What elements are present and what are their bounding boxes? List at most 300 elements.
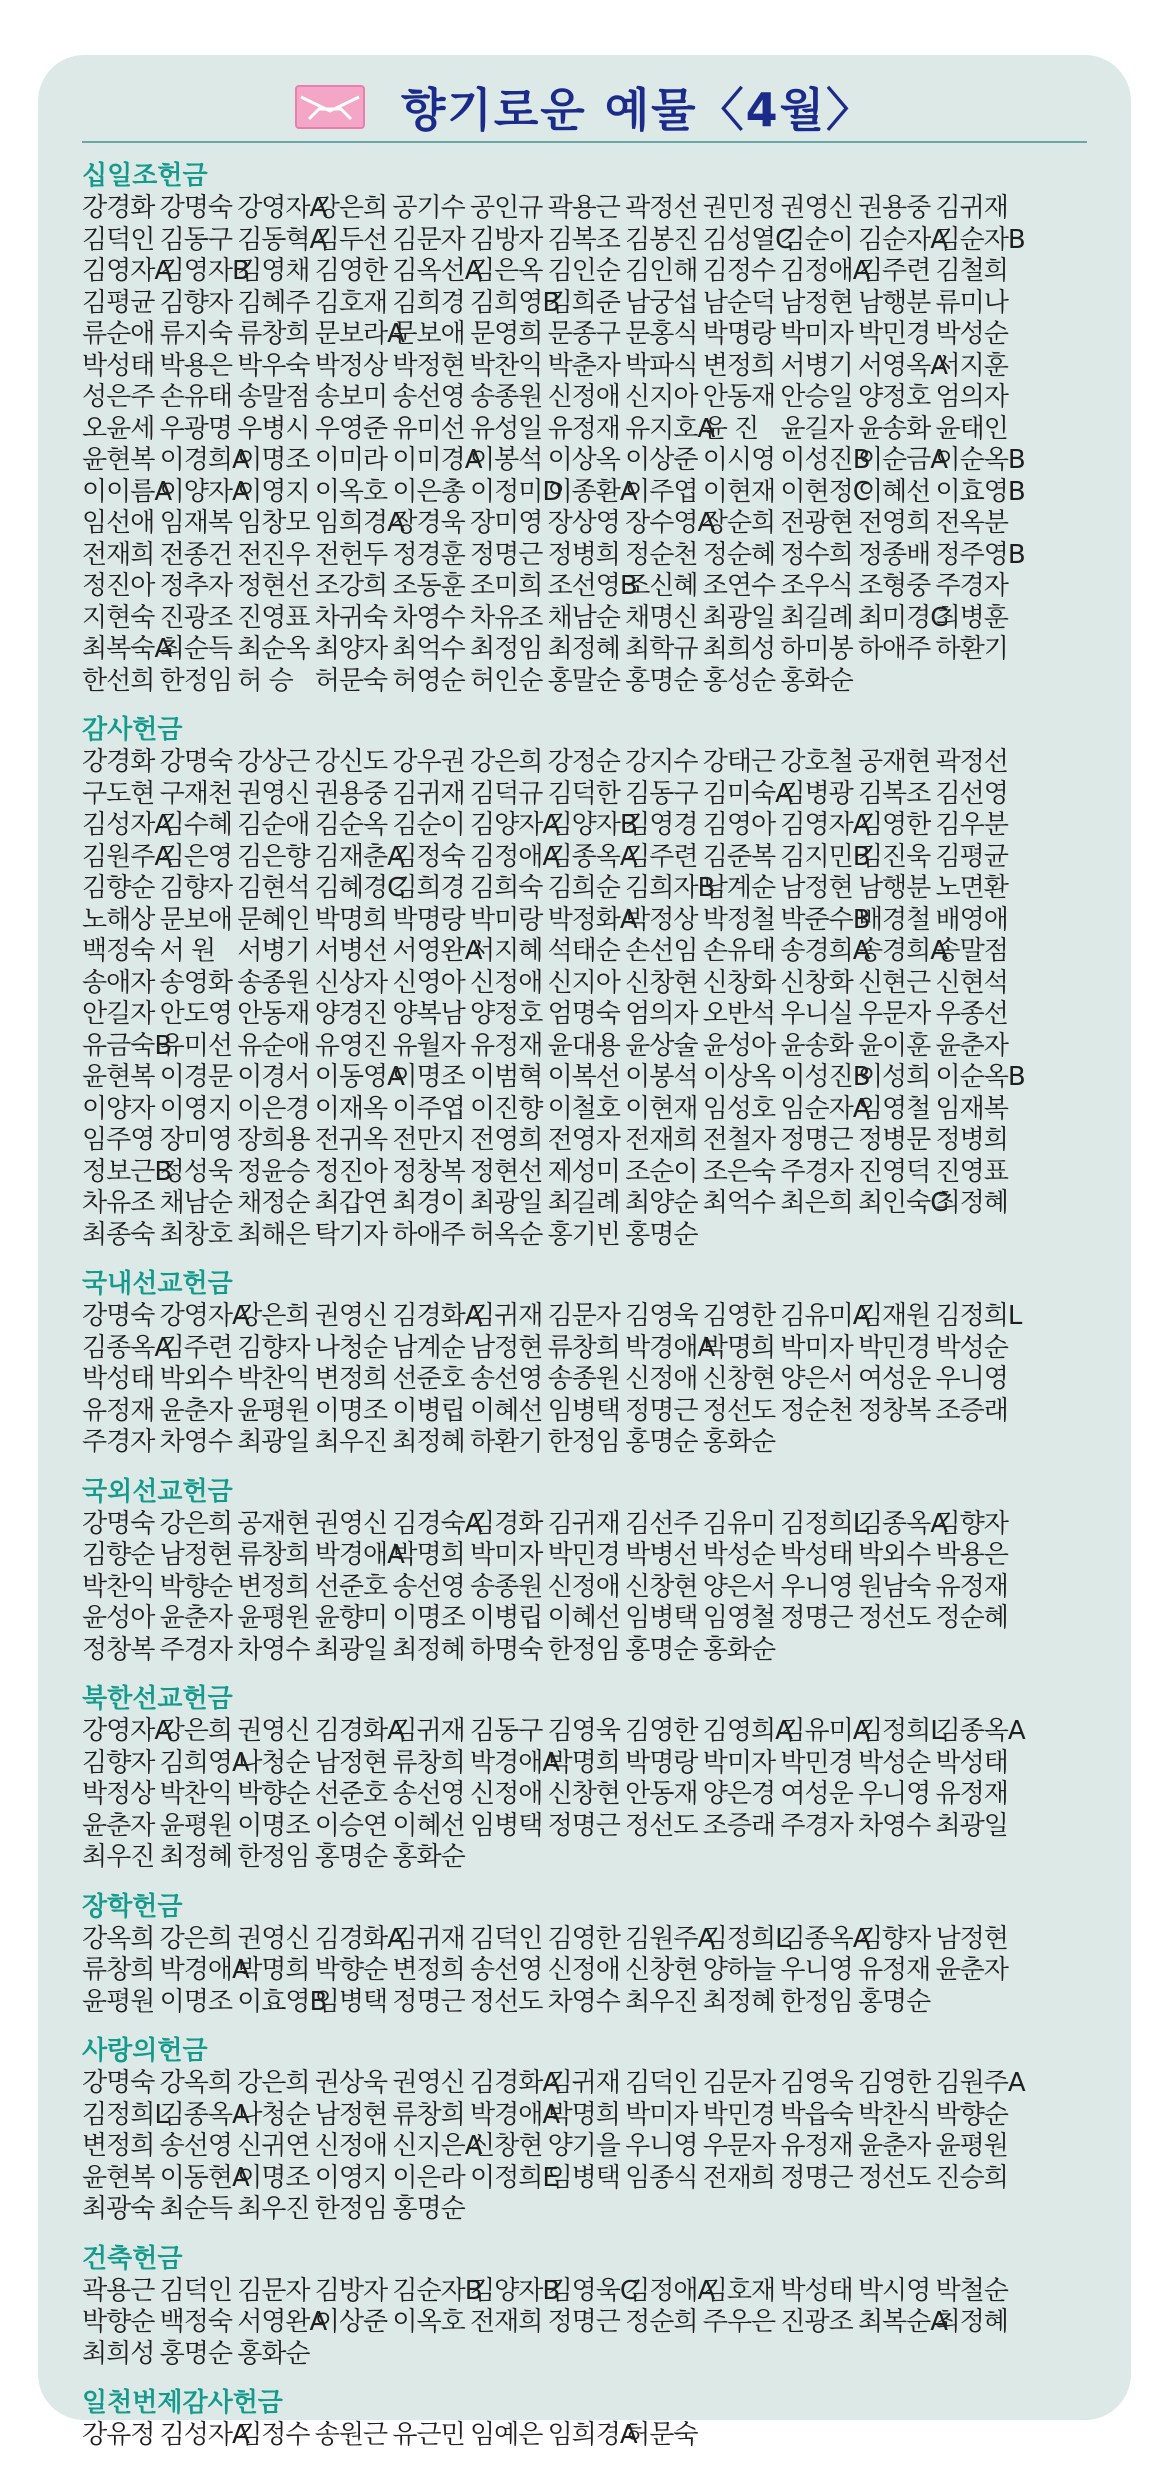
donor-name: 류창희 bbox=[392, 1747, 465, 1778]
donor-name: 안길자 bbox=[82, 999, 155, 1029]
donor-name: 유정재 bbox=[469, 1030, 543, 1061]
section-title: 장학헌금 bbox=[82, 1891, 183, 1922]
donor-name: 임병택 bbox=[314, 1986, 388, 2017]
donor-name: 박성태 bbox=[82, 350, 155, 381]
donor-name: 김주련 bbox=[625, 841, 698, 872]
donor-name: 박경애A bbox=[469, 2099, 560, 2130]
donor-name: 최우진 bbox=[82, 1842, 155, 1872]
donor-name: 송선영 bbox=[159, 2131, 232, 2161]
donor-name: 홍명순 bbox=[625, 1634, 698, 1665]
donor-name: 안동재 bbox=[625, 1779, 698, 1809]
donor-name: 우종선 bbox=[935, 999, 1008, 1029]
donor-name: 남정현 bbox=[780, 287, 853, 318]
donor-name: 장순희 bbox=[702, 508, 776, 538]
donor-name: 윤평원 bbox=[237, 1395, 310, 1426]
donor-name: 우니영 bbox=[625, 2131, 698, 2161]
donor-name: 남궁섭 bbox=[625, 287, 698, 318]
donor-name: 유정재 bbox=[547, 413, 620, 444]
donor-name: 김영한 bbox=[547, 1923, 620, 1954]
donor-name: 송애자 bbox=[82, 967, 155, 998]
donor-name: 최광일 bbox=[469, 1188, 543, 1218]
donor-name: 우병시 bbox=[237, 413, 310, 444]
donor-name: 엄의자 bbox=[935, 382, 1008, 412]
donor-name: 정창복 bbox=[82, 1634, 155, 1665]
donor-name: 조순이 bbox=[625, 1156, 698, 1187]
donor-name: 김철희 bbox=[935, 256, 1008, 286]
donor-name: 최정혜 bbox=[159, 1842, 232, 1872]
donor-name: 우광명 bbox=[159, 413, 232, 444]
donor-name: 강옥희 bbox=[82, 1923, 155, 1954]
donor-name: 최창호 bbox=[159, 1219, 232, 1250]
donor-name: 김준복 bbox=[702, 841, 776, 872]
donor-name: 남정현 bbox=[314, 1747, 388, 1778]
donor-name: 김영경 bbox=[625, 810, 698, 840]
donor-name: 곽정선 bbox=[935, 747, 1008, 777]
section-title: 북한선교헌금 bbox=[82, 1684, 233, 1714]
page-title: 향기로운 예물〈4월〉 bbox=[400, 83, 875, 137]
donor-name: 강경화 bbox=[82, 193, 155, 223]
donor-name: 김은옥 bbox=[469, 256, 543, 286]
donor-name: 최광일 bbox=[314, 1634, 388, 1665]
donor-name: 김순이 bbox=[780, 224, 853, 255]
donor-name: 남정현 bbox=[314, 2099, 388, 2130]
donor-name: 박미자 bbox=[780, 1332, 853, 1363]
donor-name: 김경화 bbox=[469, 1508, 543, 1539]
donor-name: 이은라 bbox=[392, 2162, 465, 2193]
donor-name: 김귀재 bbox=[392, 1716, 465, 1746]
donor-name: 선준호 bbox=[314, 1571, 388, 1602]
donor-name: 강명숙 bbox=[82, 1508, 155, 1539]
donor-name: 전영자 bbox=[547, 1125, 620, 1155]
donor-name: 서병기 bbox=[237, 936, 310, 966]
donor-name: 박향순 bbox=[82, 2307, 155, 2337]
donor-name: 김귀재 bbox=[392, 778, 465, 809]
donor-name: 김정희L bbox=[857, 1716, 944, 1746]
donor-name: 우니영 bbox=[780, 1571, 853, 1602]
donor-name: 박성태 bbox=[935, 1747, 1008, 1778]
donor-name: 김희숙 bbox=[469, 873, 543, 903]
donor-name: 정추자 bbox=[159, 571, 232, 601]
donor-name: 유미선 bbox=[392, 413, 465, 444]
donor-name: 김종옥A bbox=[547, 841, 637, 872]
donor-name: 박정상 bbox=[625, 904, 698, 935]
donor-name: 정명근 bbox=[469, 539, 543, 570]
donor-name: 정선도 bbox=[857, 1603, 931, 1633]
donor-name: 박경애A bbox=[159, 1955, 249, 1985]
donor-name: 정성욱 bbox=[159, 1156, 232, 1187]
donor-name: 김방자 bbox=[469, 224, 543, 255]
donor-name: 이은경 bbox=[237, 1093, 310, 1124]
donor-name: 윤춘자 bbox=[159, 1395, 232, 1426]
donor-name: 박향순 bbox=[935, 2099, 1008, 2130]
donor-name: 안동재 bbox=[237, 999, 310, 1029]
donor-name: 김정희L bbox=[82, 2099, 168, 2130]
donor-name: 송말점 bbox=[935, 936, 1008, 966]
donor-name: 조동훈 bbox=[392, 571, 465, 601]
donor-name: 최정임 bbox=[469, 634, 543, 664]
donor-name: 김귀재 bbox=[547, 1508, 620, 1539]
donor-name: 이혜선 bbox=[547, 1603, 620, 1633]
donor-name: 박명희 bbox=[547, 2099, 620, 2130]
offering-section bbox=[82, 715, 1087, 1251]
donor-name: 이병립 bbox=[469, 1603, 543, 1633]
donor-name: 임영철 bbox=[857, 1093, 931, 1124]
donor-name: 정창복 bbox=[857, 1395, 931, 1426]
donor-name: 김수혜 bbox=[159, 810, 232, 840]
donor-name: 권영신 bbox=[392, 2068, 465, 2098]
donor-name: 홍성순 bbox=[702, 665, 776, 696]
donor-name: 채정순 bbox=[237, 1188, 310, 1218]
donor-name: 우문자 bbox=[702, 2131, 776, 2161]
donor-name: 홍화순 bbox=[702, 1427, 776, 1457]
donor-name: 김병광 bbox=[780, 778, 853, 809]
offering-section bbox=[82, 1269, 1087, 1459]
donor-name: 정선도 bbox=[469, 1986, 543, 2017]
donor-name: 김순자B bbox=[935, 224, 1025, 255]
donor-name: 이미경A bbox=[392, 445, 482, 475]
donor-name: 임주영 bbox=[82, 1125, 155, 1155]
donor-name: 정명근 bbox=[625, 1395, 698, 1426]
donor-name: 김주련 bbox=[857, 256, 931, 286]
donor-name: 김재춘A bbox=[314, 841, 404, 872]
donor-name: 이성진B bbox=[780, 445, 870, 475]
donor-name: 강명숙 bbox=[159, 193, 232, 223]
donor-name: 유미선 bbox=[159, 1030, 232, 1061]
donor-name: 김향자 bbox=[159, 287, 232, 318]
donor-name: 양은서 bbox=[702, 1571, 776, 1602]
donor-name: 김양자A bbox=[469, 810, 560, 840]
donor-name: 박명랑 bbox=[392, 904, 465, 935]
donor-name: 최정혜 bbox=[935, 1188, 1008, 1218]
donor-name: 전재희 bbox=[469, 2307, 543, 2337]
donor-name-list bbox=[82, 1301, 1087, 1459]
donor-name: 공재현 bbox=[857, 747, 931, 777]
donor-name: 탁기자 bbox=[314, 1219, 388, 1250]
donor-name: 손선임 bbox=[625, 936, 698, 966]
donor-name: 허 승 bbox=[237, 665, 293, 696]
donor-name: 신정애 bbox=[625, 1364, 698, 1394]
donor-name: 정윤승 bbox=[237, 1156, 310, 1187]
donor-name: 박용은 bbox=[935, 1540, 1008, 1570]
donor-name: 임재복 bbox=[935, 1093, 1008, 1124]
donor-name: 김유미A bbox=[780, 1716, 870, 1746]
donor-name: 우니영 bbox=[780, 1955, 853, 1985]
donor-name: 전재희 bbox=[702, 2162, 776, 2193]
donor-name: 안도영 bbox=[159, 999, 232, 1029]
donor-name: 이양자A bbox=[159, 476, 249, 507]
donor-name: 하환기 bbox=[469, 1427, 543, 1457]
donor-name: 김경화A bbox=[392, 1301, 482, 1331]
donor-name: 박철순 bbox=[935, 2275, 1008, 2306]
donor-name: 김순애 bbox=[237, 810, 310, 840]
donor-name: 최정혜 bbox=[935, 2307, 1008, 2337]
donor-name: 박명희 bbox=[392, 1540, 465, 1570]
donor-name: 남정현 bbox=[159, 1540, 232, 1570]
offering-section bbox=[82, 1684, 1087, 1874]
donor-name: 강지수 bbox=[625, 747, 698, 777]
donor-name: 임병택 bbox=[469, 1810, 543, 1841]
donor-name: 김경숙A bbox=[392, 1508, 482, 1539]
donor-name: 김영희A bbox=[702, 1716, 792, 1746]
donor-name: 허옥순 bbox=[469, 1219, 543, 1250]
donor-name: 박성태 bbox=[780, 1540, 853, 1570]
donor-name: 진영표 bbox=[935, 1156, 1008, 1187]
donor-name: 송선영 bbox=[392, 1779, 465, 1809]
donor-name: 채남순 bbox=[547, 602, 620, 633]
donor-name: 이혜선 bbox=[469, 1395, 543, 1426]
donor-name: 유정재 bbox=[780, 2131, 853, 2161]
donor-name: 이영지 bbox=[237, 476, 310, 507]
donor-name: 강은희 bbox=[159, 1716, 232, 1746]
donor-name: 이명조 bbox=[237, 445, 310, 475]
donor-name: 홍명순 bbox=[857, 1986, 931, 2017]
donor-name: 최희성 bbox=[702, 634, 776, 664]
donor-name: 이봉석 bbox=[625, 1062, 698, 1092]
donor-name: 최정혜 bbox=[702, 1986, 776, 2017]
donor-name: 전철자 bbox=[702, 1125, 776, 1155]
donor-name: 장희용 bbox=[237, 1125, 310, 1155]
donor-name: 나청순 bbox=[314, 1332, 388, 1363]
donor-name: 진광조 bbox=[780, 2307, 853, 2337]
donor-name: 주경자 bbox=[780, 1156, 853, 1187]
donor-name: 정진아 bbox=[314, 1156, 388, 1187]
donor-name: 박성순 bbox=[935, 1332, 1008, 1363]
donor-name: 안승일 bbox=[780, 382, 853, 412]
donor-name: 김영채 bbox=[237, 256, 310, 286]
section-title: 감사헌금 bbox=[82, 715, 183, 745]
donor-name: 이봉석 bbox=[469, 445, 543, 475]
donor-name: 이명조 bbox=[237, 2162, 310, 2193]
donor-name: 김선영 bbox=[935, 778, 1008, 809]
donor-name: 윤현복 bbox=[82, 445, 155, 475]
donor-name: 이이름A bbox=[82, 476, 172, 507]
donor-name: 강명숙 bbox=[82, 2068, 155, 2098]
donor-name: 곽정선 bbox=[625, 193, 698, 223]
donor-name: 홍명순 bbox=[159, 2338, 232, 2369]
donor-name: 선준호 bbox=[314, 1779, 388, 1809]
donor-name: 정병희 bbox=[935, 1125, 1008, 1155]
donor-name: 이상옥 bbox=[702, 1062, 776, 1092]
donor-name: 김유미A bbox=[780, 1301, 870, 1331]
donor-name: 공재현 bbox=[237, 1508, 310, 1539]
donor-name: 정보근B bbox=[82, 1156, 172, 1187]
donor-name: 조형중 bbox=[857, 571, 931, 601]
donor-name: 한정임 bbox=[547, 1427, 620, 1457]
donor-name: 신현석 bbox=[935, 967, 1008, 998]
donor-name: 김혜주 bbox=[237, 287, 310, 318]
donor-name: 차영수 bbox=[547, 1986, 620, 2017]
donor-name: 임병택 bbox=[547, 2162, 620, 2193]
donor-name: 주우은 bbox=[702, 2307, 776, 2337]
donor-name: 윤향미 bbox=[314, 1603, 388, 1633]
offering-section bbox=[82, 1477, 1087, 1667]
donor-name: 이효영B bbox=[237, 1986, 327, 2017]
donor-name: 공인규 bbox=[469, 193, 543, 223]
donor-name: 송보미 bbox=[314, 382, 388, 412]
donor-name: 송경희A bbox=[780, 936, 870, 966]
donor-name: 박정상 bbox=[314, 350, 388, 381]
donor-name: 김정수 bbox=[237, 2420, 310, 2450]
donor-name: 송종원 bbox=[469, 382, 543, 412]
section-title: 국내선교헌금 bbox=[82, 1269, 233, 1299]
donor-name: 정종배 bbox=[857, 539, 931, 570]
donor-name: 류순애 bbox=[82, 319, 155, 349]
donor-name: 조증래 bbox=[702, 1810, 776, 1841]
donor-name: 김성자A bbox=[159, 2420, 249, 2450]
donor-name: 진영덕 bbox=[857, 1156, 931, 1187]
donor-name: 구재천 bbox=[159, 778, 232, 809]
donor-name: 이주엽 bbox=[392, 1093, 465, 1124]
donor-name: 김은향 bbox=[237, 841, 310, 872]
donor-name: 정경훈 bbox=[392, 539, 465, 570]
donor-name: 하애주 bbox=[857, 634, 931, 664]
donor-name: 임성호 bbox=[702, 1093, 776, 1124]
donor-name: 주경자 bbox=[780, 1810, 853, 1841]
offering-section bbox=[82, 2036, 1087, 2226]
donor-name: 채남순 bbox=[159, 1188, 232, 1218]
donor-name-list bbox=[82, 2420, 1087, 2452]
donor-name: 김동구 bbox=[159, 224, 232, 255]
donor-name: 김정애A bbox=[625, 2275, 715, 2306]
donor-name: 정순희 bbox=[625, 2307, 698, 2337]
donor-name: 김인순 bbox=[547, 256, 620, 286]
donor-name: 이상옥 bbox=[547, 445, 620, 475]
donor-name: 양복남 bbox=[392, 999, 465, 1029]
donor-name: 강우권 bbox=[392, 747, 465, 777]
donor-name: 최억수 bbox=[392, 634, 465, 664]
offering-section bbox=[82, 161, 1087, 697]
donor-name: 송원근 bbox=[314, 2420, 388, 2450]
donor-name: 홍말순 bbox=[547, 665, 620, 696]
donor-name: 김덕인 bbox=[469, 1923, 543, 1954]
donor-name: 남정현 bbox=[780, 873, 853, 903]
donor-name: 차유조 bbox=[469, 602, 543, 633]
donor-name: 남정현 bbox=[469, 1332, 543, 1363]
donor-name: 박미자 bbox=[469, 1540, 543, 1570]
donor-name: 한선희 bbox=[82, 665, 155, 696]
donor-name: 김문자 bbox=[237, 2275, 310, 2306]
donor-name: 조우식 bbox=[780, 571, 853, 601]
donor-name: 우영준 bbox=[314, 413, 388, 444]
donor-name: 송경희A bbox=[857, 936, 948, 966]
donor-name: 배영애 bbox=[935, 904, 1008, 935]
donor-name: 홍화순 bbox=[702, 1634, 776, 1665]
donor-name: 윤송화 bbox=[780, 1030, 853, 1061]
donor-name: 최광일 bbox=[237, 1427, 310, 1457]
donor-name: 김원주A bbox=[625, 1923, 715, 1954]
donor-name: 강영자A bbox=[237, 193, 327, 223]
donor-name: 강명숙 bbox=[159, 747, 232, 777]
donor-name: 신정애 bbox=[547, 1571, 620, 1602]
donor-name: 김영자A bbox=[780, 810, 870, 840]
donor-name: 최복순A bbox=[857, 2307, 948, 2337]
donor-name-list bbox=[82, 2068, 1087, 2226]
donor-name: 김영욱 bbox=[547, 1716, 620, 1746]
donor-name: 신지아 bbox=[625, 382, 698, 412]
donor-name: 이종환A bbox=[547, 476, 637, 507]
donor-name: 박파식 bbox=[625, 350, 698, 381]
donor-name: 최순득 bbox=[159, 634, 232, 664]
donor-name: 이정미D bbox=[469, 476, 562, 507]
donor-name: 김원주A bbox=[82, 841, 172, 872]
donor-name: 권영신 bbox=[314, 1508, 388, 1539]
donor-name: 한정임 bbox=[159, 665, 232, 696]
donor-name: 유금숙B bbox=[82, 1030, 172, 1061]
donor-name: 한정임 bbox=[547, 1634, 620, 1665]
donor-name: 남계순 bbox=[392, 1332, 465, 1363]
donor-name: 신귀연 bbox=[237, 2131, 310, 2161]
section-title: 일천번제감사헌금 bbox=[82, 2388, 283, 2418]
donor-name: 변정희 bbox=[82, 2131, 155, 2161]
donor-name: 채명신 bbox=[625, 602, 698, 633]
donor-name: 선준호 bbox=[392, 1364, 465, 1394]
donor-name: 윤춘자 bbox=[935, 1955, 1008, 1985]
donor-name: 박명희 bbox=[547, 1747, 620, 1778]
donor-name: 권영신 bbox=[237, 1716, 310, 1746]
donor-name: 정창복 bbox=[392, 1156, 465, 1187]
donor-name: 여성운 bbox=[857, 1364, 931, 1394]
donor-name: 김향자 bbox=[237, 1332, 310, 1363]
donor-name: 임창모 bbox=[237, 508, 310, 538]
donor-name: 이미라 bbox=[314, 445, 388, 475]
donor-name: 석태순 bbox=[547, 936, 620, 966]
donor-name: 이동영A bbox=[314, 1062, 404, 1092]
donor-name: 권영신 bbox=[314, 1301, 388, 1331]
donor-name: 최광일 bbox=[935, 1810, 1008, 1841]
donor-name: 김호재 bbox=[702, 2275, 776, 2306]
donor-name: 신창화 bbox=[702, 967, 776, 998]
donor-name: 유정재 bbox=[935, 1571, 1008, 1602]
donor-name: 강은희 bbox=[237, 2068, 310, 2098]
donor-name: 전헌두 bbox=[314, 539, 388, 570]
donor-name: 남계순 bbox=[702, 873, 776, 903]
donor-name: 김향순 bbox=[82, 1540, 155, 1570]
donor-name: 우니영 bbox=[935, 1364, 1008, 1394]
donor-name: 송선영 bbox=[392, 382, 465, 412]
donor-name: 주경자 bbox=[159, 1634, 232, 1665]
donor-name: 박명희 bbox=[702, 1332, 776, 1363]
donor-name: 송종원 bbox=[237, 967, 310, 998]
donor-name: 송선영 bbox=[469, 1364, 543, 1394]
donor-name: 이옥호 bbox=[314, 476, 388, 507]
donor-name: 윤춘자 bbox=[857, 2131, 931, 2161]
donor-name: 조연수 bbox=[702, 571, 776, 601]
donor-name: 강은희 bbox=[159, 1923, 232, 1954]
donor-name: 지현숙 bbox=[82, 602, 155, 633]
offering-list-card bbox=[38, 55, 1131, 2450]
donor-name: 유성일 bbox=[469, 413, 543, 444]
section-title: 사랑의헌금 bbox=[82, 2036, 208, 2066]
donor-name: 김희순 bbox=[547, 873, 620, 903]
donor-name: 김영자A bbox=[82, 256, 172, 286]
donor-name-list bbox=[82, 1924, 1087, 2019]
donor-name: 김종옥A bbox=[857, 1508, 948, 1539]
donor-name: 임순자A bbox=[780, 1093, 870, 1124]
donor-name: 김향자 bbox=[857, 1923, 931, 1954]
donor-name: 김방자 bbox=[314, 2275, 388, 2306]
donor-name: 한정임 bbox=[314, 2194, 388, 2224]
donor-name: 이명조 bbox=[392, 1603, 465, 1633]
donor-name-list bbox=[82, 1509, 1087, 1667]
donor-name: 권영신 bbox=[780, 193, 853, 223]
donor-name: 양정호 bbox=[857, 382, 931, 412]
donor-name: 김순자B bbox=[392, 2275, 482, 2306]
donor-name: 박민경 bbox=[702, 2099, 776, 2130]
donor-name: 최우진 bbox=[314, 1427, 388, 1457]
donor-name: 여성운 bbox=[780, 1779, 853, 1809]
donor-name: 하명숙 bbox=[469, 1634, 543, 1665]
donor-name: 정현선 bbox=[469, 1156, 543, 1187]
